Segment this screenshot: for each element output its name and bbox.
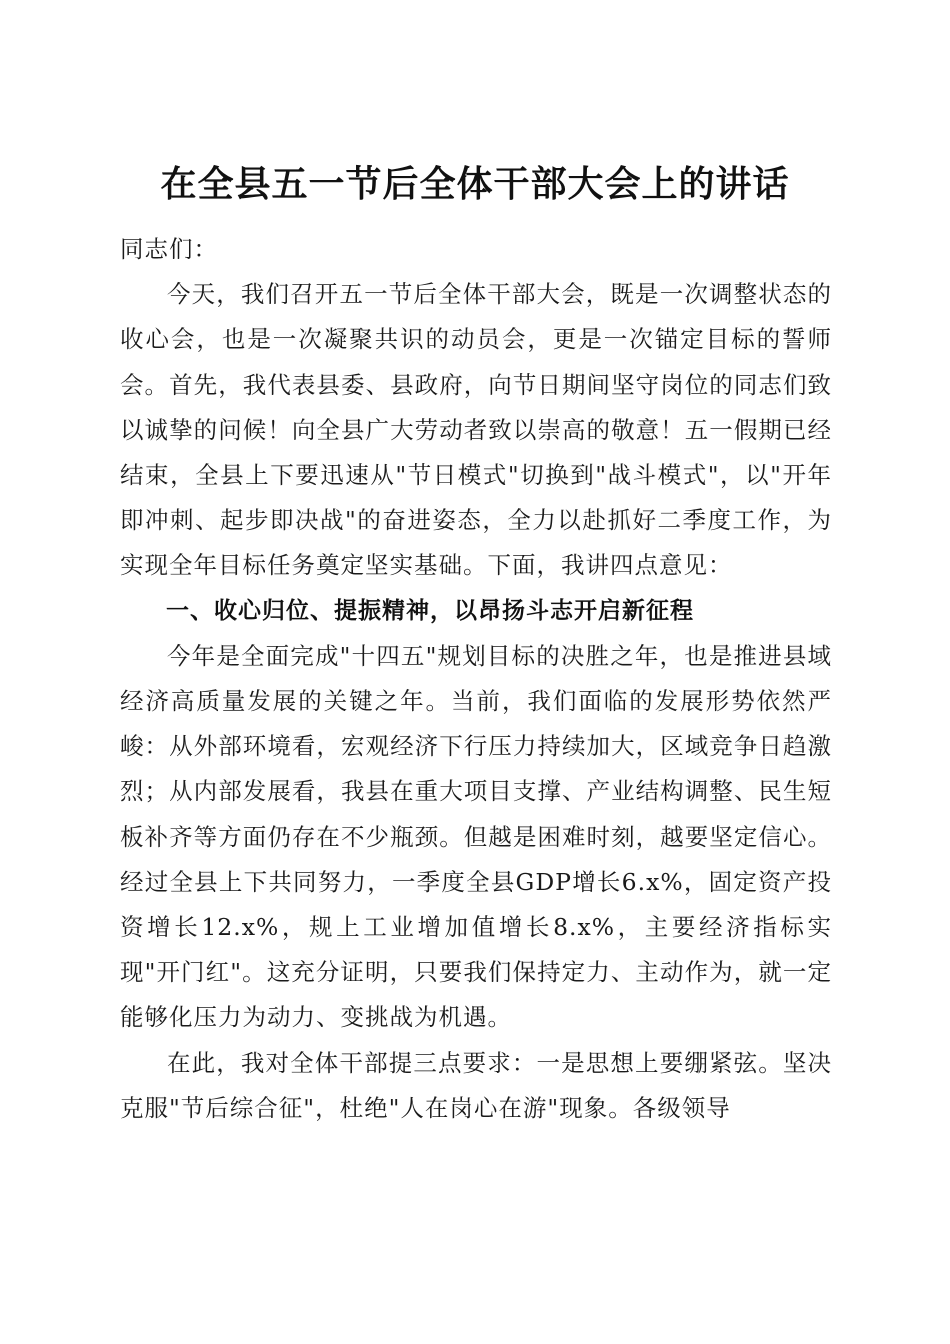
document-title: 在全县五一节后全体干部大会上的讲话 <box>160 163 790 206</box>
section-heading-1: 一、收心归位、提振精神，以昂扬斗志开启新征程 <box>166 597 694 624</box>
salutation: 同志们： <box>120 235 218 263</box>
paragraph-section1-2: 在此，我对全体干部提三点要求：一是思想上要绷紧弦。坚决克服"节后综合征"，杜绝"人在岗心在游"现象。各级领导 <box>120 1048 832 1122</box>
document-body <box>120 227 832 1131</box>
paragraph-intro: 今天，我们召开五一节后全体干部大会，既是一次调整状态的收心会，也是一次凝聚共识的动员会，更是一次锚定目标的誓师会。首先，我代表县委、县政府，向节日期间坚守岗位的同志们致以诚挚的问候！向全县广大劳动者致以崇高的敬意！五一假期已经结束，全县上下要迅速从"节日模式"切换到"战斗模式"，以"开年即冲刺、起步即决战"的奋进姿态，全力以赴抓好二季度工作，为实现全年目标任务奠定坚实基础。下面，我讲四点意见： <box>120 280 832 580</box>
paragraph-section1-1: 今年是全面完成"十四五"规划目标的决胜之年，也是推进县域经济高质量发展的关键之年。当前，我们面临的发展形势依然严峻：从外部环境看，宏观经济下行压力持续加大，区域竞争日趋激烈；从内部发展看，我县在重大项目支撑、产业结构调整、民生短板补齐等方面仍存在不少瓶颈。但越是困难时刻，越要坚定信心。经过全县上下共同努力，一季度全县GDP增长6.x%，固定资产投资增长12.x%，规上工业增加值增长8.x%，主要经济指标实现"开门红"。这充分证明，只要我们保持定力、主动作为，就一定能够化压力为动力、变挑战为机遇。 <box>120 641 832 1032</box>
